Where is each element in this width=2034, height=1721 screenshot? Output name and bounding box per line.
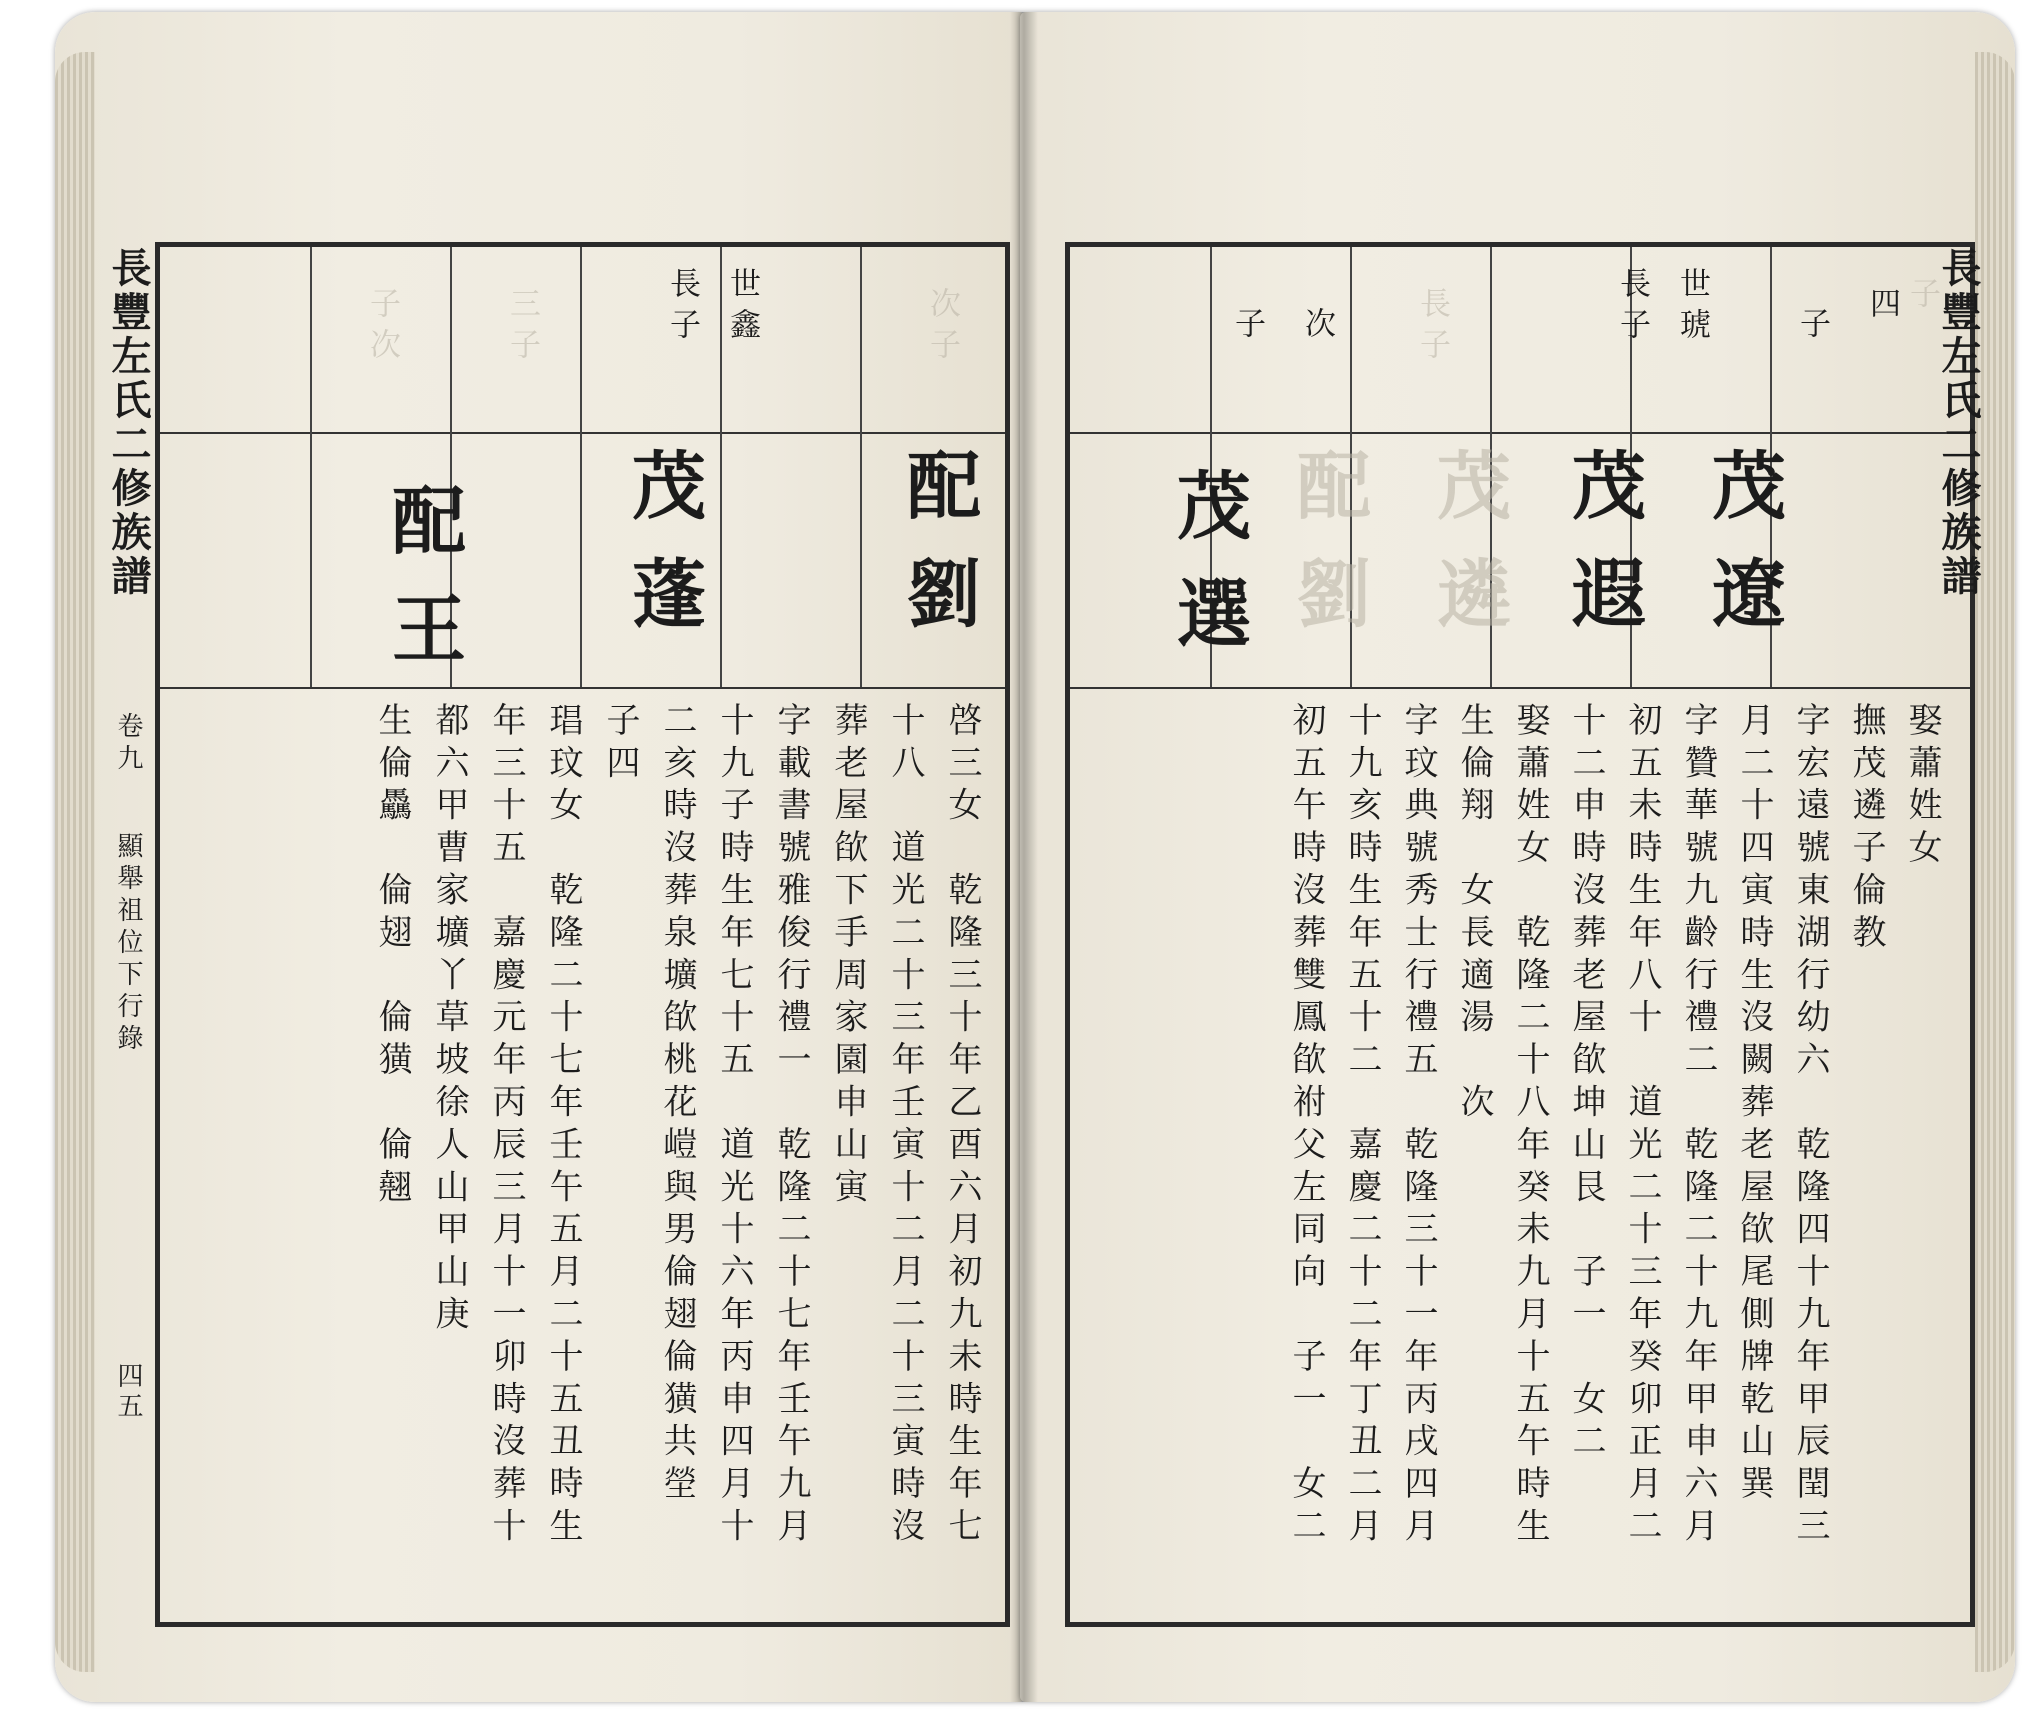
body-column: 年三十五 嘉慶元年丙辰三月十一卯時沒葬十 — [486, 702, 526, 1550]
name-row-divider — [1070, 687, 1970, 689]
body-column: 二亥時沒葬泉壙欿桃花嵦與男倫翅倫獚共塋 — [657, 702, 697, 1508]
person-name: 茂遐 — [1560, 447, 1646, 663]
body-column: 撫茂遴子倫教 — [1846, 702, 1886, 957]
body-column: 字贊華號九齡行禮二 乾隆二十九年甲申六月 — [1678, 702, 1718, 1550]
generation-label: 子 — [1794, 307, 1830, 348]
generation-label: 世琥 — [1674, 267, 1710, 349]
body-column: 字宏遠號東湖行幼六 乾隆四十九年甲辰閏三 — [1790, 702, 1830, 1550]
generation-label: 子 — [1229, 307, 1265, 348]
body-column: 葬老屋欿下手周家園申山寅 — [828, 702, 868, 1211]
book-gutter — [1010, 12, 1038, 1702]
cell-divider — [310, 247, 312, 687]
person-name: 配王 — [380, 482, 466, 698]
body-column: 子四 — [600, 702, 640, 787]
right-page-frame — [1065, 242, 1975, 1627]
body-column: 字載書號雅俊行禮一 乾隆二十七年壬午九月 — [771, 702, 811, 1550]
open-book — [55, 12, 2015, 1712]
bleed-through: 子 — [1904, 277, 1940, 318]
body-column: 啓三女 乾隆三十年乙酉六月初九未時生年七 — [942, 702, 982, 1550]
person-name: 茂選 — [1165, 467, 1251, 683]
body-column: 字玟典號秀士行禮五 乾隆三十一年丙戌四月 — [1398, 702, 1438, 1550]
generation-label: 四 — [1864, 287, 1900, 328]
generation-label: 長子 — [1614, 267, 1650, 349]
cell-divider — [860, 247, 862, 687]
section-label: 顯舉祖位下行錄 — [113, 832, 143, 1056]
body-column: 娶蕭姓女 — [1902, 702, 1942, 872]
body-column: 娶蕭姓女 乾隆二十八年癸未九月十五午時生 — [1510, 702, 1550, 1550]
gen-row-divider — [160, 432, 1005, 434]
generation-label: 世鑫 — [724, 267, 760, 349]
bleed-through: 子次 — [364, 287, 400, 369]
person-name: 配劉 — [895, 447, 981, 663]
bleed-through: 配劉 — [1285, 447, 1371, 663]
body-column: 都六甲曹家壙丫草坡徐人山甲山庚 — [429, 702, 469, 1338]
body-column: 十二申時沒葬老屋欿坤山艮 子一 女二 — [1566, 702, 1606, 1466]
body-column: 生倫驫 倫翅 倫獚 倫翹 — [372, 702, 412, 1211]
gen-row-divider — [1070, 432, 1970, 434]
name-row-divider — [160, 687, 1005, 689]
left-page-edge — [55, 52, 95, 1672]
bleed-through: 次子 — [924, 287, 960, 369]
volume-label: 卷九 — [113, 712, 143, 776]
body-column: 月二十四寅時生沒闕葬老屋欿尾側牌乾山巽 — [1734, 702, 1774, 1508]
generation-label: 次 — [1299, 307, 1335, 348]
book-title: 長豐左氏二修族譜 — [105, 247, 152, 599]
generation-label: 長子 — [664, 267, 700, 349]
body-column: 初五未時生年八十 道光二十三年癸卯正月二 — [1622, 702, 1662, 1550]
bleed-through: 三子 — [504, 287, 540, 369]
cell-divider — [580, 247, 582, 687]
body-column: 琩玟女 乾隆二十七年壬午五月二十五丑時生 — [543, 702, 583, 1550]
body-column: 生倫翔 女長適湯 次 — [1454, 702, 1494, 1126]
bleed-through: 長子 — [1414, 287, 1450, 369]
left-page-frame — [155, 242, 1010, 1627]
person-name: 茂遼 — [1700, 447, 1786, 663]
book-title: 長豐左氏二修族譜 — [1935, 247, 1982, 599]
page-number: 四五 — [113, 1362, 143, 1422]
body-column: 十九亥時生年五十二 嘉慶二十二年丁丑二月 — [1342, 702, 1382, 1550]
body-column: 十九子時生年七十五 道光十六年丙申四月十 — [714, 702, 754, 1550]
bleed-through: 茂遴 — [1425, 447, 1511, 663]
person-name: 茂蓬 — [620, 447, 706, 663]
body-column: 初五午時沒葬雙鳳欿祔父左同向 子一 女二 — [1286, 702, 1326, 1550]
body-column: 十八 道光二十三年壬寅十二月二十三寅時沒 — [885, 702, 925, 1550]
